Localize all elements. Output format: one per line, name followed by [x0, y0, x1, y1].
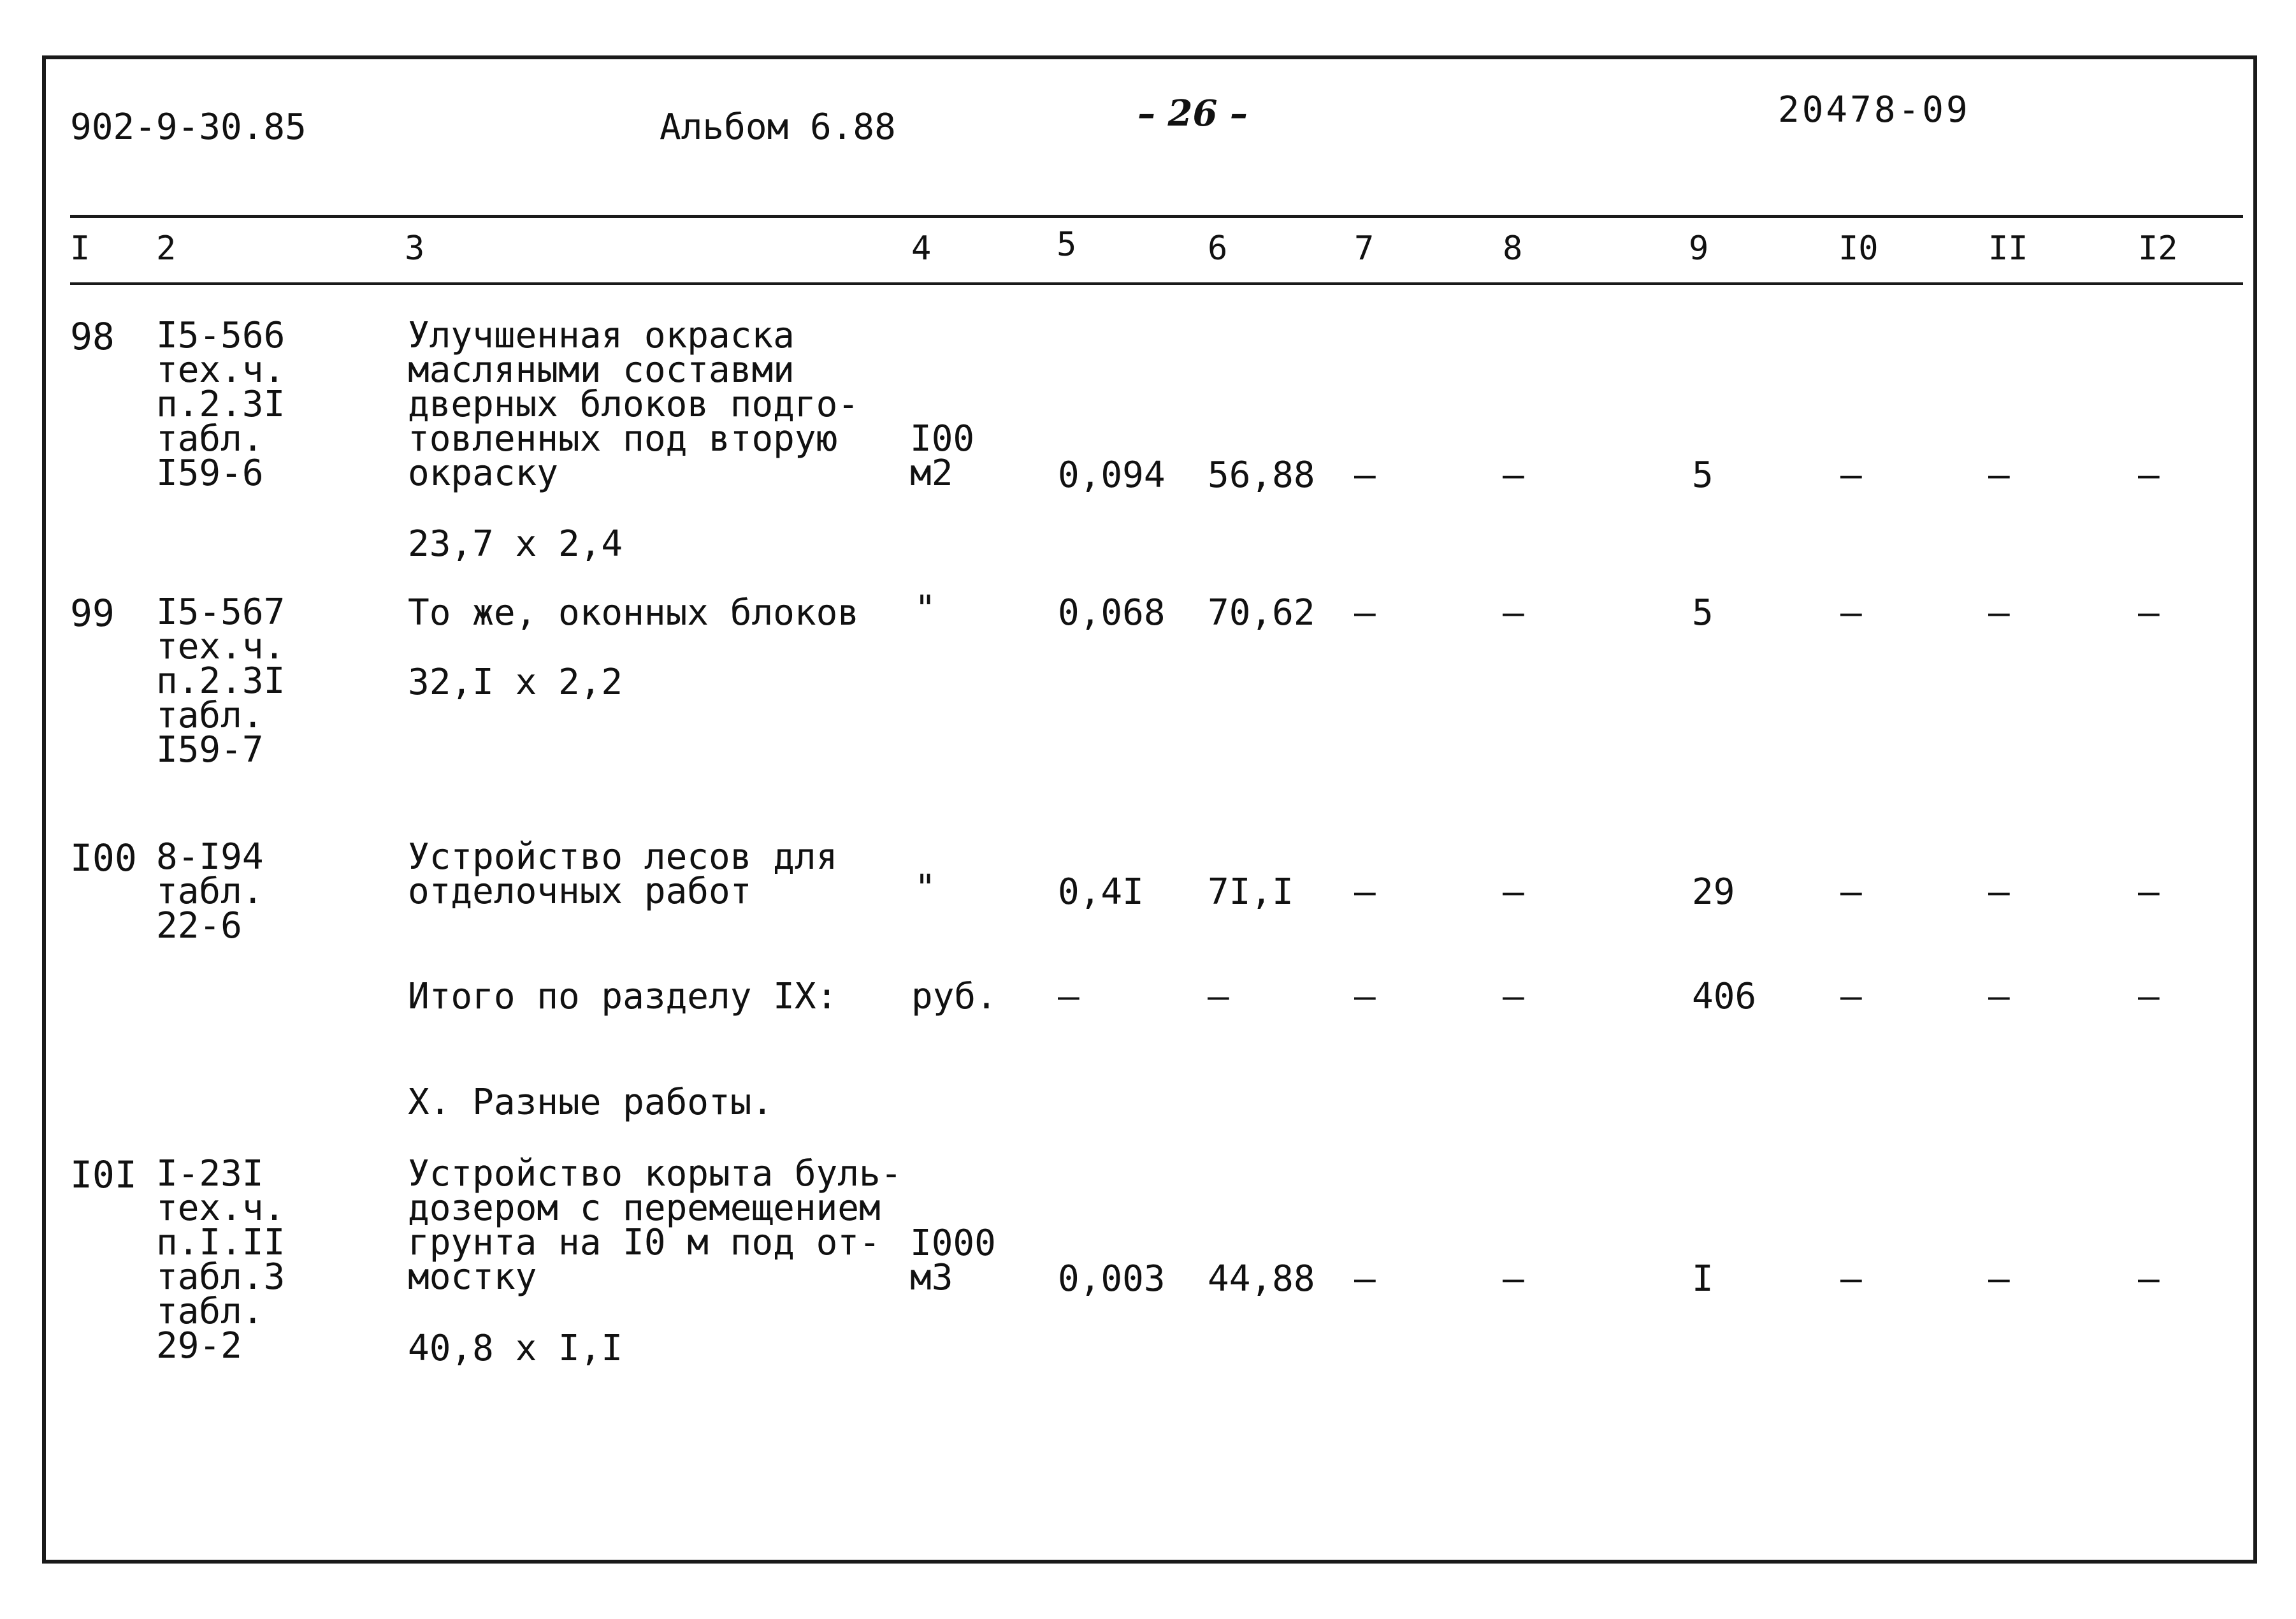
row-col5: 0,4I	[1058, 871, 1144, 913]
row-col10: –	[1840, 592, 1862, 634]
section-total-col8: –	[1503, 976, 1524, 1017]
row-col9: 29	[1692, 871, 1735, 913]
row-col9: 5	[1692, 592, 1714, 634]
column-header-8: 8	[1503, 229, 1523, 268]
row-col8: –	[1503, 454, 1524, 496]
row-calculation: 32,I х 2,2	[408, 662, 623, 703]
row-col12: –	[2138, 592, 2160, 634]
section-total-col7: –	[1354, 976, 1376, 1017]
row-description: То же, оконных блоков	[408, 592, 860, 634]
row-col10: –	[1840, 454, 1862, 496]
row-col9: 5	[1692, 454, 1714, 496]
column-header-10: I0	[1838, 229, 1879, 268]
column-header-3: 3	[405, 229, 425, 268]
album-number: Альбом 6.88	[660, 106, 896, 148]
row-col8: –	[1503, 592, 1524, 634]
row-number: I00	[70, 836, 137, 880]
header-bottom-rule	[70, 282, 2243, 285]
row-code: 8-I94 табл. 22-6	[156, 836, 264, 947]
column-header-5: 5	[1057, 226, 1077, 264]
row-number: 99	[70, 592, 115, 635]
row-col11: –	[1988, 1258, 2010, 1300]
column-header-7: 7	[1354, 229, 1375, 268]
inventory-number: 20478-09	[1778, 89, 1970, 131]
column-header-11: II	[1988, 229, 2028, 268]
document-code: 902-9-30.85	[70, 106, 307, 148]
section-total-col5: –	[1058, 976, 1079, 1017]
row-col6: 7I,I	[1208, 871, 1294, 913]
row-col6: 70,62	[1208, 592, 1315, 634]
section-total-col6: –	[1208, 976, 1229, 1017]
column-header-12: I2	[2138, 229, 2178, 268]
column-header-1: I	[70, 229, 90, 268]
row-col10: –	[1840, 871, 1862, 913]
section-heading: Х. Разные работы.	[408, 1082, 774, 1123]
row-unit: I00 м2	[910, 418, 975, 494]
row-col7: –	[1354, 871, 1376, 913]
row-number: I0I	[70, 1153, 137, 1196]
column-header-2: 2	[156, 229, 177, 268]
column-header-4: 4	[911, 229, 932, 268]
section-total-col10: –	[1840, 976, 1862, 1017]
row-col7: –	[1354, 592, 1376, 634]
row-col5: 0,094	[1058, 454, 1166, 496]
row-unit: I000 м3	[910, 1223, 996, 1298]
row-calculation: 23,7 х 2,4	[408, 523, 623, 565]
column-header-6: 6	[1208, 229, 1228, 268]
row-col6: 44,88	[1208, 1258, 1315, 1300]
row-col8: –	[1503, 1258, 1524, 1300]
row-col8: –	[1503, 871, 1524, 913]
section-total-unit: руб.	[911, 976, 997, 1017]
row-description: Устройство лесов для отделочных работ	[408, 836, 838, 912]
row-col5: 0,068	[1058, 592, 1166, 634]
row-calculation: 40,8 х I,I	[408, 1328, 623, 1369]
row-code: I5-567 тех.ч. п.2.3I табл. I59-7	[156, 592, 285, 771]
row-col6: 56,88	[1208, 454, 1315, 496]
row-col12: –	[2138, 871, 2160, 913]
row-number: 98	[70, 315, 115, 358]
section-total-value: 406	[1692, 976, 1757, 1017]
row-description: Улучшенная окраска масляными составми дверных блоков подго- товленных под вторую окраску	[408, 315, 860, 494]
row-col12: –	[2138, 454, 2160, 496]
row-col10: –	[1840, 1258, 1862, 1300]
row-code: I5-566 тех.ч. п.2.3I табл. I59-6	[156, 315, 285, 494]
page-number: – 26 –	[1137, 92, 1248, 134]
row-col7: –	[1354, 454, 1376, 496]
row-description: Устройство корыта буль- дозером с перемещением грунта на I0 м под от- мостку	[408, 1153, 902, 1298]
row-col7: –	[1354, 1258, 1376, 1300]
section-total-label: Итого по разделу IX:	[408, 976, 838, 1017]
row-col5: 0,003	[1058, 1258, 1166, 1300]
row-col12: –	[2138, 1258, 2160, 1300]
row-col11: –	[1988, 454, 2010, 496]
row-unit: "	[914, 868, 936, 909]
row-col11: –	[1988, 871, 2010, 913]
row-unit: "	[914, 588, 936, 630]
page-frame	[42, 55, 2257, 1564]
column-header-9: 9	[1689, 229, 1709, 268]
row-col11: –	[1988, 592, 2010, 634]
section-total-col12: –	[2138, 976, 2160, 1017]
section-total-col11: –	[1988, 976, 2010, 1017]
row-code: I-23I тех.ч. п.I.II табл.3 табл. 29-2	[156, 1153, 285, 1367]
header-top-rule	[70, 215, 2243, 218]
row-col9: I	[1692, 1258, 1714, 1300]
